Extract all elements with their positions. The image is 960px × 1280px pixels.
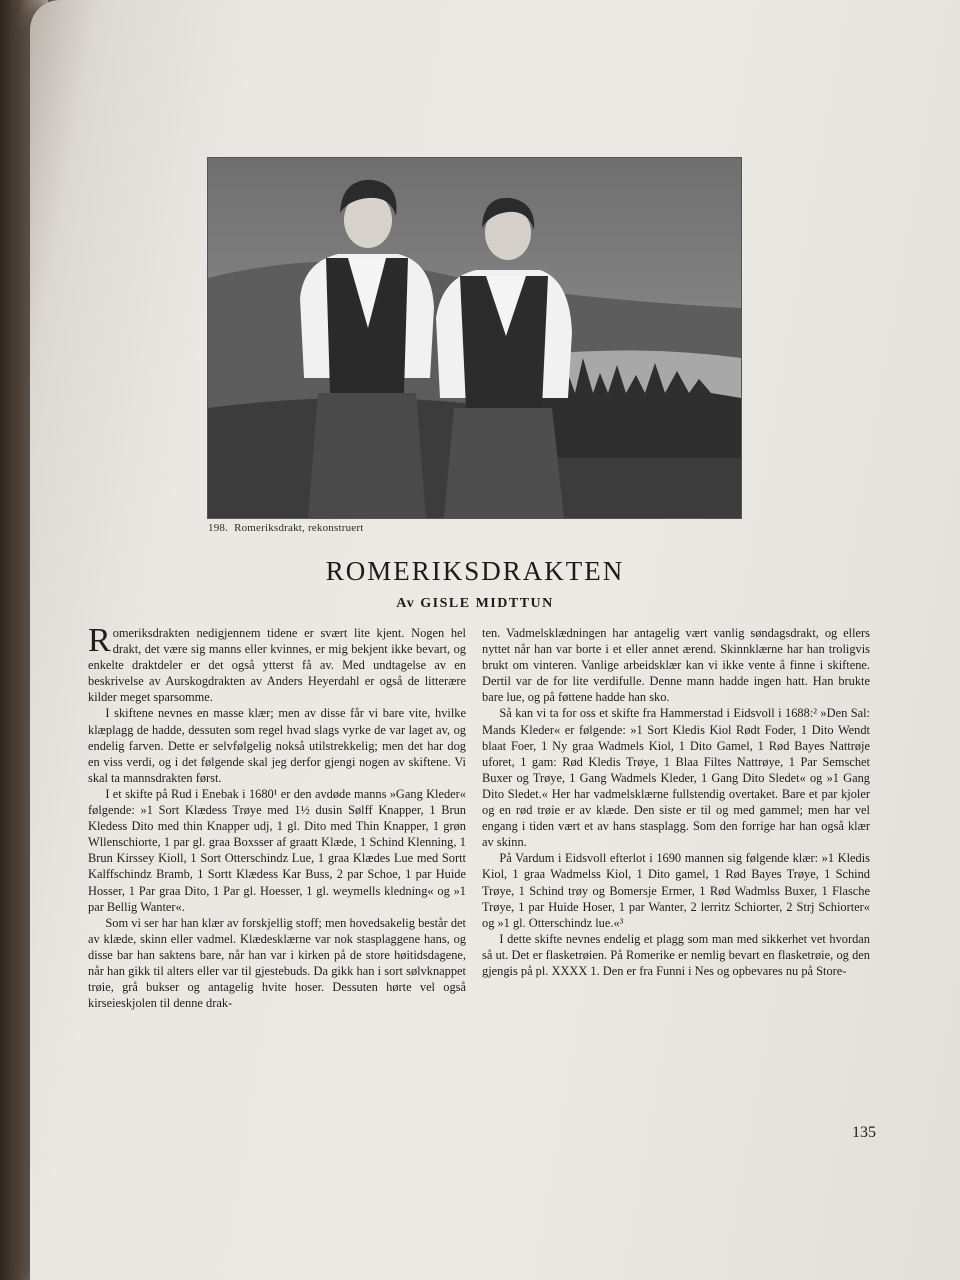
caption-text: Romeriksdrakt, rekonstruert <box>234 522 364 534</box>
paragraph: Som vi ser har han klær av forskjellig stoff; men hovedsakelig består det av klæde, skinn eller vadmel. Klædesklærne var nok stasplaggene hans, og disse bar han saktens bare, når han var i kirken på de store høitidsdagene, når han gikk til alters eller var til gjestebuds. Da gikk han i sort sølvknappet trøie, grå bukser og antagelig hvite hoser. Dessuten hørte vel også kirseieskjolen til denne drak- <box>88 915 466 1011</box>
paragraph: I skiftene nevnes en masse klær; men av disse får vi bare vite, hvilke klæplagg de hadde, dessuten som regel hvad slags vyrke de var laget av, og endelig farven. Dette er selvfølgelig nokså utilstrekkelig; men det har dog en viss verdi, og i det følgende skal jeg derfor gjengi nogen av skiftene. Vi skal ta mannsdrakten først. <box>88 706 466 785</box>
photo-illustration <box>208 158 741 518</box>
paragraph: ten. Vadmelsklædningen har antagelig vært vanlig søndagsdrakt, og ellers nyttet når han var borte i et eller annet ærend. Skinnklærne har han troligvis brukt om vinteren. Vanlige arbeidsklær kan vi ikke vente å finne i skiftene. Dertil var de for lite verdifulle. Denne mann hadde ingen hatt. Han brukte bare lue, og på føttene hadde han sko. <box>482 626 870 705</box>
paragraph: På Vardum i Eidsvoll efterlot i 1690 mannen sig følgende klær: »1 Kledis Kiol, 1 graa Wadmelss Kiol, 1 Dito gamel, 1 Rød Bayes Trøye, 1 Schind Trøye, 1 Schind trøy og Bomersje Ermer, 1 Rød Wadmlss Buxer, 1 Flasche Trøye, 1 par Huide Hoser, 1 par Wanter, 2 lerritz Schiorter, 2 Strj Schiorter« og »1 gl. Otterschindz lue.«³ <box>482 851 870 930</box>
article-author: Av GISLE MIDTTUN <box>396 596 554 611</box>
article-title: ROMERIKSDRAKTEN <box>325 556 625 586</box>
photograph-two-women <box>208 158 741 518</box>
caption-number: 198. <box>208 522 229 534</box>
page-number: 135 <box>852 1124 876 1141</box>
paragraph: I dette skifte nevnes endelig et plagg som man med sikkerhet vet hvordan så ut. Det er flasketrøien. På Romerike er nemlig bevart en flasketrøie, og den gjengis på pl. XXXX 1. Den er fra Funni i Nes og opbevares nu på Store- <box>482 931 870 978</box>
paragraph: I et skifte på Rud i Enebak i 1680¹ er den avdøde manns »Gang Kleder« følgende: »1 Sort Klædess Trøye med 1½ dusin Sølff Knapper, 1 Brun Kledess Dito med thin Knapper udj, 1 gl. Dito med Thin Knapper, 1 grøn Wllenschiorte, 1 par gl. graa Boxsser af graatt Klæde, 1 Schind Klenning, 1 Brun Kirssey Kioll, 1 Sort Otterschindz Lue, 1 graa Klædes Lue med Sortt Kalffschindz Bramb, 1 Sortt Klædess Kar Buss, 2 par Schoe, 1 par Huide Hosser, 1 Par graa Dito, 1 Par gl. Hoesser, 1 gl. weymells kledning« og »1 par Bellig Wanter«. <box>88 786 466 914</box>
left-column <box>88 622 466 1011</box>
paragraph: Så kan vi ta for oss et skifte fra Hammerstad i Eidsvoll i 1688:² »Den Sal: Mands Kleder« er følgende: »1 Sort Kledis Kiol Rødt Foder, 1 Dito Wendt blaat Foer, 1 Ny graa Wadmels Kiol, 1 Dito Gamel, 1 Rød Bayes Nattrøje uforet, 1 gam: Rød Kledis Trøye, 1 Blaa Filtes Nattrøye, 1 Par Semschet Buxer og Trøye, 1 Gang Wadmels Kleder, 1 Gang Dito Sledet« og »1 Gang Dito Sledet.« Her har vadmelsklærne fullstendig overtaket. Bare et par kjoler og en rød trøie er av klæde. Den siste er til og med gammel; men har vel engang i tiden vært et av hans stasplagg. Som den forrige har han også klær av skinn. <box>482 706 870 850</box>
drop-cap: R <box>88 622 111 659</box>
paragraph-text: omeriksdrakten nedigjennem tidene er svært lite kjent. Nogen hel drakt, det være sig manns eller kvinnes, er mig bekjent ikke bevart, og enkelte draktdeler er det også ytterst få av. Med undtagelse av en beskrivelse av Aurskogdrakten av Anders Heyerdahl er også de litterære kilder meget sparsomme. <box>88 626 466 705</box>
figure-caption <box>208 522 741 534</box>
right-column <box>482 625 870 979</box>
paragraph <box>88 622 466 705</box>
